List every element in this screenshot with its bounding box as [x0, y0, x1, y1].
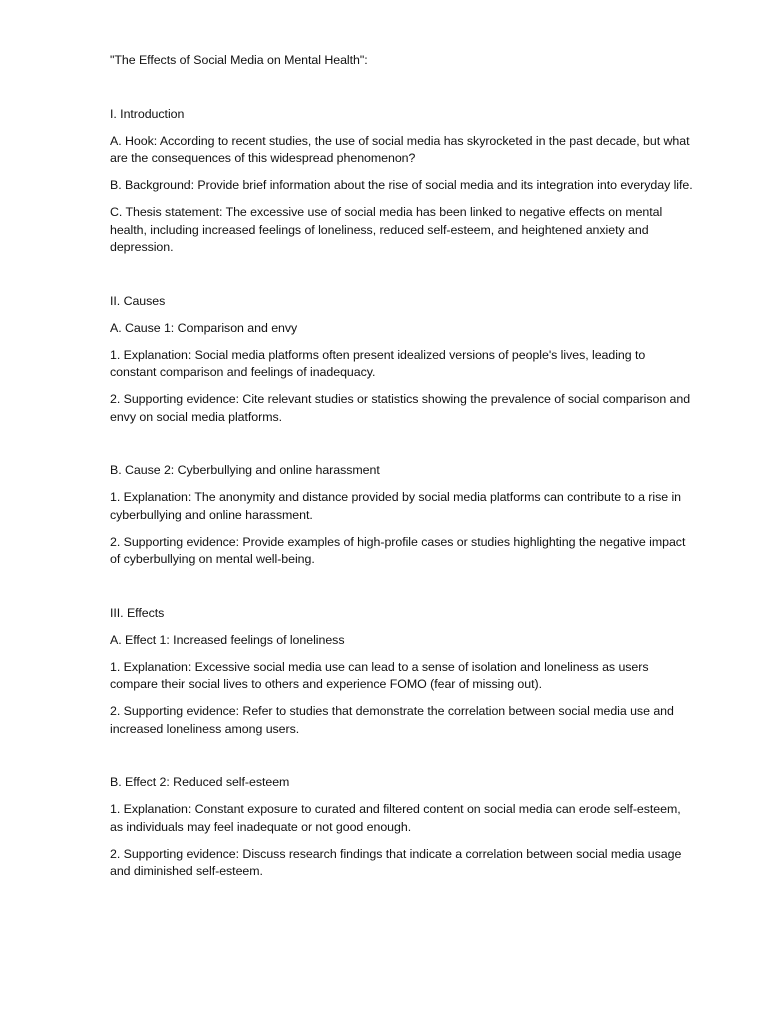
section-heading: II. Causes	[110, 293, 166, 308]
paragraph: 1. Explanation: Constant exposure to curated and filtered content on social media can erode self-esteem, as individuals may feel inadequate or not good enough.	[110, 802, 681, 834]
paragraph: 1. Explanation: Social media platforms often present idealized versions of people's lives, leading to constant comparison and feelings of inadequacy.	[110, 347, 646, 379]
paragraph: 1. Explanation: Excessive social media use can lead to a sense of isolation and loneliness as users compare their social lives to others and experience FOMO (fear of missing out).	[110, 659, 649, 691]
paragraph: C. Thesis statement: The excessive use of social media has been linked to negative effects on mental health, including increased feelings of loneliness, reduced self-esteem, and heightened anxiety and depression.	[110, 205, 663, 254]
section-heading: I. Introduction	[110, 106, 185, 121]
subheading: A. Cause 1: Comparison and envy	[110, 320, 298, 335]
paragraph: B. Background: Provide brief information about the rise of social media and its integration into everyday life.	[110, 178, 693, 192]
paragraph: 2. Supporting evidence: Cite relevant studies or statistics showing the prevalence of social comparison and envy on social media platforms.	[110, 392, 691, 424]
section-heading: III. Effects	[110, 605, 165, 620]
subsection-heading: B. Cause 2: Cyberbullying and online harassment	[110, 463, 380, 477]
paragraph: 2. Supporting evidence: Discuss research findings that indicate a correlation between social media usage and diminished self-esteem.	[110, 846, 682, 878]
paragraph: 2. Supporting evidence: Refer to studies that demonstrate the correlation between social media use and increased loneliness among users.	[110, 704, 674, 736]
subheading: A. Effect 1: Increased feelings of loneliness	[110, 632, 345, 647]
paragraph: A. Hook: According to recent studies, the use of social media has skyrocketed in the past decade, but what are the consequences of this widespread phenomenon?	[110, 133, 690, 165]
paragraph: 2. Supporting evidence: Provide examples of high-profile cases or studies highlighting the negative impact of cyberbullying on mental well-being.	[110, 534, 686, 566]
document-title: "The Effects of Social Media on Mental Health":	[110, 53, 368, 67]
document-page	[110, 52, 695, 890]
paragraph: 1. Explanation: The anonymity and distance provided by social media platforms can contribute to a rise in cyberbullying and online harassment.	[110, 490, 682, 522]
subsection-heading: B. Effect 2: Reduced self-esteem	[110, 775, 290, 789]
